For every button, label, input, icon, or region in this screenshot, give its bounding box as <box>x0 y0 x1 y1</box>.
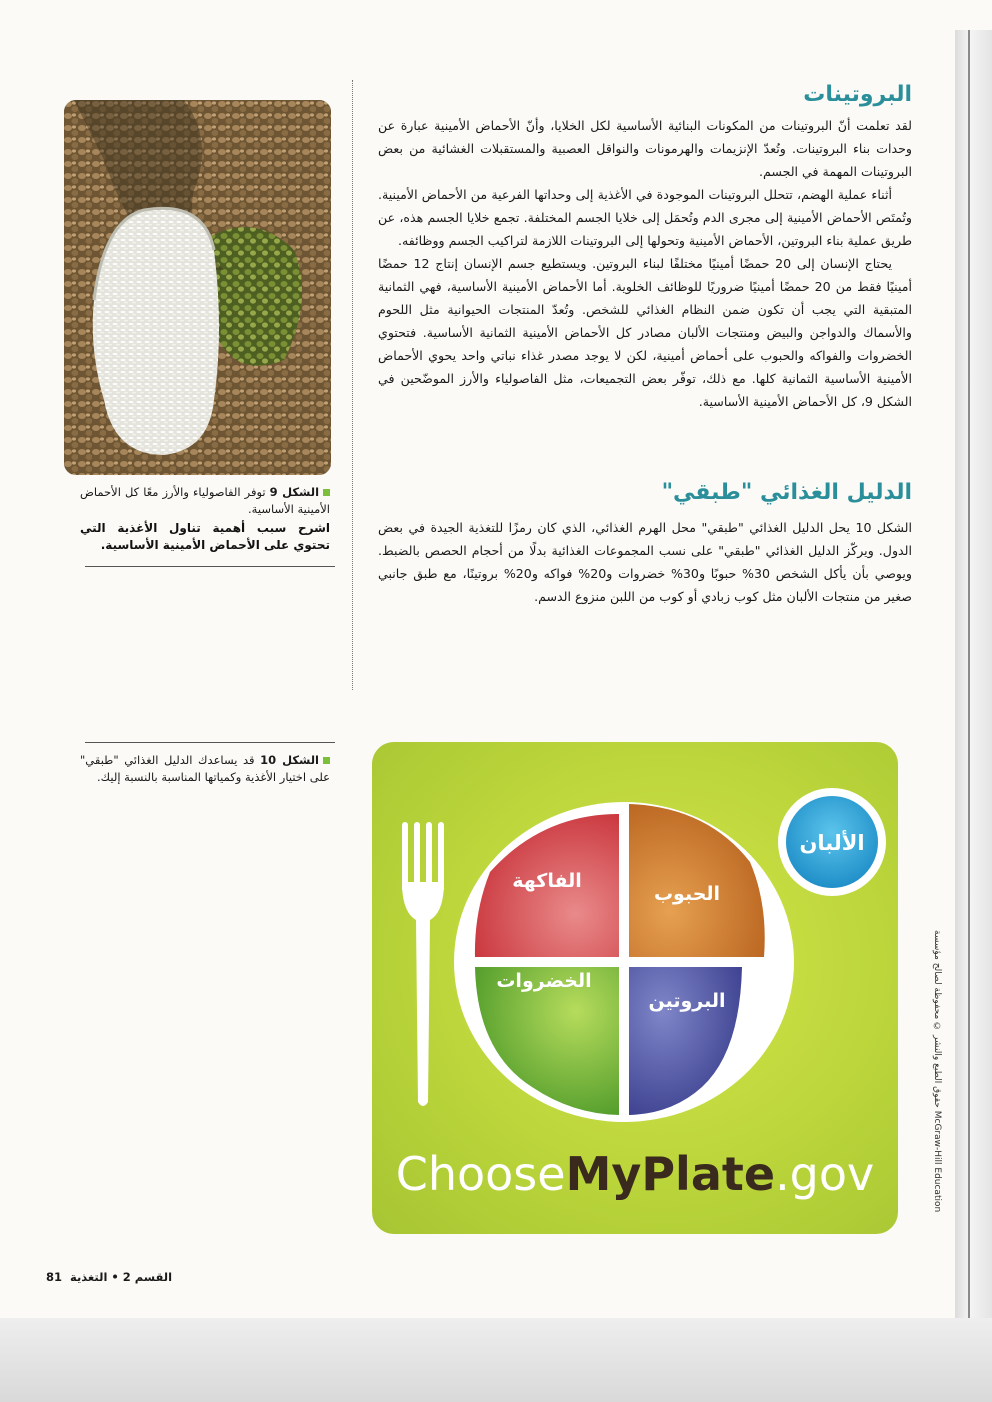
grains-section <box>629 804 765 957</box>
figure-9-label: الشكل 9 <box>269 485 320 499</box>
proteins-paragraph-3: يحتاج الإنسان إلى 20 حمضًا أمينيًا مختلفًا لبناء البروتين. ويستطيع جسم الإنسان إنتاج 12 حمضًا أمينيًا فقط من 20 حمضًا أمينيًا ضروريًا للوظائف الخلوية. أما الأحماض الأمينية الأساسية، فهي الثمانية المتبقية التي يجب أن تكون ضمن النظام الغذائي للشخص. وتُعدّ المنتجات الحيوانية مثل اللحوم والأسماك والدواجن والبيض ومنتجات الألبان مصادر كل الأحماض الأمينية الثمانية الأساسية. فتحتوي الخضروات والفواكه والحبوب على أحماض أمينية، لكن لا يوجد مصدر غذاء نباتي واحد يحوي الأحماض الأمينية الأساسية الثمانية كلها. مع ذلك، توفّر بعض التجميعات، مثل الفاصولياء والأرز الموضّحين في الشكل 9، كل الأحماض الأمينية الأساسية. <box>378 256 912 409</box>
column-separator <box>352 80 353 690</box>
protein-label: البروتين <box>648 990 726 1012</box>
figure-9-rule <box>85 566 335 567</box>
plate-rim <box>454 802 794 1122</box>
copyright-credit: حقوق الطبع والنشر © محفوظة لصالح مؤسسة McGraw-Hill Education <box>932 930 942 1213</box>
page-binding-edge <box>955 30 992 1402</box>
caption-bullet-icon <box>323 757 330 764</box>
figure-10-label: الشكل 10 <box>260 753 319 767</box>
myplate-body <box>378 516 912 608</box>
figure-9-caption <box>80 484 330 518</box>
caption-bullet-icon <box>323 489 330 496</box>
logo-choose: Choose <box>395 1147 566 1201</box>
proteins-paragraph-1: لقد تعلمت أنّ البروتينات من المكونات البنائية الأساسية لكل الخلايا، وأنّ الأحماض الأمينية عبارة عن وحدات بناء البروتينات. وتُعدّ الإنزيمات والهرمونات والنواقل العصبية والمستقبلات الغشائية من بعض البروتينات المهمة في الجسم. <box>378 118 912 179</box>
figure-10-caption-text: قد يساعدك الدليل الغذائي "طبقي" على اختيار الأغذية وكمياتها المناسبة بالنسبة إليك. <box>80 753 330 784</box>
myplate-paragraph: الشكل 10 يحل الدليل الغذائي "طبقي" محل الهرم الغذائي، الذي كان رمزًا للتغذية الجيدة في بعض الدول. ويركّز الدليل الغذائي "طبقي" على نسب المجموعات الغذائية بدلًا من أحجام الحصص بالضبط. ويوصي بأن يأكل الشخص 30% حبوبًا و30% خضروات و20% فواكه و20% بروتينًا، مع طبق جانبي صغير من منتجات الألبان مثل كوب زبادي أو كوب من اللبن منزوع الدسم. <box>378 520 912 604</box>
proteins-body <box>378 114 912 413</box>
proteins-heading: البروتينات <box>803 82 912 107</box>
figure-9-question <box>80 520 330 554</box>
vegetables-label: الخضروات <box>496 970 592 992</box>
footer-page-number: 81 <box>46 1270 63 1284</box>
beans-rice-illustration <box>64 100 331 475</box>
logo-gov: .gov <box>775 1147 875 1201</box>
figure-9-question-text: اشرح سبب أهمية تناول الأغذية التي تحتوي على الأحماض الأمينية الأساسية. <box>80 521 330 552</box>
myplate-heading: الدليل الغذائي "طبقي" <box>661 480 912 505</box>
myplate-poster <box>372 742 898 1234</box>
figure-10-caption <box>80 752 330 786</box>
page-bottom-shadow <box>0 1318 992 1402</box>
page-binding-line <box>968 30 970 1402</box>
figure-10-rule <box>85 742 335 743</box>
myplate-graphic <box>372 742 898 1234</box>
fruits-label: الفاكهة <box>512 870 582 892</box>
choosemyplate-logo <box>396 1147 875 1201</box>
proteins-paragraph-2: أثناء عملية الهضم، تتحلل البروتينات الموجودة في الأغذية إلى وحداتها الفرعية من الأحماض الأمينية. وتُمتَص الأحماض الأمينية إلى مجرى الدم وتُحمَل إلى خلايا الجسم المختلفة. تجمع خلايا الجسم هذه، عن طريق عملية بناء البروتين، الأحماض الأمينية وتحولها إلى البروتينات اللازمة لتراكيب الجسم ووظائفه. <box>378 187 912 248</box>
fork-icon <box>402 822 444 1106</box>
logo-myplate: MyPlate <box>565 1147 776 1201</box>
figure-9-caption-text: توفر الفاصولياء والأرز معًا كل الأحماض الأمينية الأساسية. <box>80 485 330 516</box>
grains-label: الحبوب <box>653 883 721 905</box>
beans-rice-photo <box>64 100 331 475</box>
dairy-label: الألبان <box>799 831 865 855</box>
footer-section-label: القسم 2 • التغذية <box>70 1270 173 1284</box>
